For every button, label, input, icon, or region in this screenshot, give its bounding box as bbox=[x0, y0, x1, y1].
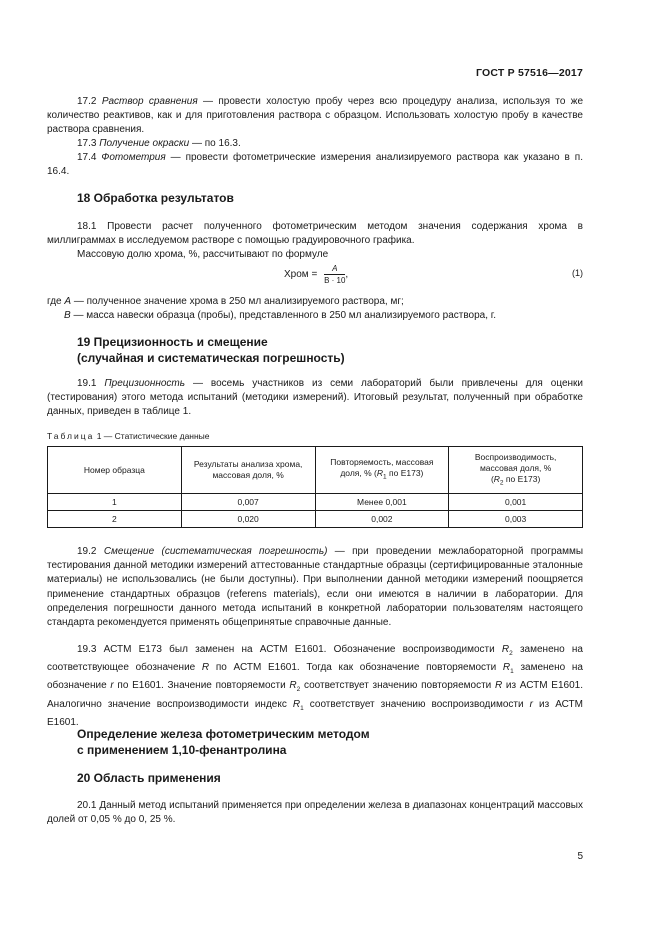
header-text: Номер образца bbox=[83, 464, 145, 475]
paragraph-19-3: 19.3 АСТМ Е173 был заменен на АСТМ Е1601. Обозначение воспроизводимости $R_2$ заменено на соответствующее обозначение R по АСТМ Е1601. Тогда как обозначение повторяемости $R_1$ заменено на обозначение r по Е1601. Значение повторяемости $R_2$ соответствует значению повторяемости R из АСТМ Е1601. Аналогично значение воспроизводимости индекс $R_1$ соответствует значению воспроизводимости r из АСТМ Е1601. bbox=[47, 644, 583, 728]
where-prefix: где bbox=[47, 296, 65, 307]
clause-term: Получение окраски bbox=[99, 138, 190, 149]
column-header-repeatability: Повторяемость, массовая доля, % ($R_1$ по E173) bbox=[315, 447, 449, 494]
column-header-reproducibility: Воспроизводимость, массовая доля, % ($R_2$ по E173) bbox=[449, 447, 583, 494]
paragraph-17-3 bbox=[47, 137, 583, 151]
formula-lhs: Хром = bbox=[284, 269, 318, 281]
table-1-caption bbox=[47, 431, 210, 441]
where-line-b bbox=[64, 309, 496, 323]
paragraph-17-4 bbox=[47, 151, 583, 179]
table-header-row bbox=[48, 447, 583, 494]
cell-reproducibility: 0,003 bbox=[449, 511, 583, 528]
paragraph-20-1: 20.1 Данный метод испытаний применяется при определении железа в диапазонах концентраций массовых долей от 0,05 % до 0, 25 %. bbox=[47, 800, 583, 826]
paragraph-18-1: 18.1 Провести расчет полученного фотометрическим методом значения содержания хрома в миллиграммах в исследуемом растворе с помощью градуировочного графика. bbox=[47, 221, 583, 247]
column-header-sample bbox=[48, 447, 182, 494]
formula-fraction bbox=[324, 264, 345, 285]
formula-denominator: B · 10 bbox=[324, 276, 346, 285]
caption-text: 1 — Статистические данные bbox=[94, 431, 210, 441]
cell-repeatability: Менее 0,001 bbox=[315, 494, 449, 511]
clause-number: 19.1 bbox=[77, 378, 97, 389]
clause-term: Фотометрия bbox=[101, 152, 166, 163]
variable-a-description: — полученное значение хрома в 250 мл анализируемого раствора, мг; bbox=[71, 296, 404, 307]
paragraph-19-2 bbox=[47, 545, 583, 630]
section-19-title-line2: (случайная и систематическая погрешность) bbox=[77, 351, 345, 365]
variable-b: B bbox=[64, 310, 71, 321]
formula-1 bbox=[284, 264, 348, 285]
clause-text: — восемь участников из семи лабораторий были привлечены для оценки (тестирования) этого метода испытаний (методики измерений). Итоговый результат, полученный при обработке данных, приведен в таблице 1. bbox=[47, 378, 583, 418]
paragraph-17-2 bbox=[47, 95, 583, 138]
clause-term: Раствор сравнения bbox=[101, 96, 198, 107]
iron-method-title-line1: Определение железа фотометрическим методом bbox=[77, 727, 370, 741]
statistics-table bbox=[47, 446, 583, 528]
cell-result: 0,007 bbox=[181, 494, 315, 511]
section-18-title: 18 Обработка результатов bbox=[77, 191, 234, 205]
clause-number: 17.3 bbox=[77, 138, 97, 149]
clause-text: — по 16.3. bbox=[189, 138, 241, 149]
section-20-title: 20 Область применения bbox=[77, 771, 221, 785]
formula-number: (1) bbox=[572, 268, 583, 278]
clause-number: 17.2 bbox=[77, 96, 97, 107]
section-19-title bbox=[77, 334, 345, 366]
clause-term: Смещение (систематическая погрешность) bbox=[103, 546, 328, 557]
cell-reproducibility: 0,001 bbox=[449, 494, 583, 511]
paragraph-mass-fraction: Массовую долю хрома, %, рассчитывают по формуле bbox=[77, 249, 329, 260]
iron-method-title bbox=[77, 726, 370, 758]
clause-term: Прецизионность bbox=[104, 378, 185, 389]
caption-prefix: Таблица bbox=[47, 431, 95, 441]
column-header-chromium-result: Результаты анализа хрома, массовая доля, % bbox=[181, 447, 315, 494]
variable-b-description: — масса навески образца (пробы), представленного в 250 мл анализируемого раствора, г. bbox=[70, 310, 496, 321]
clause-number: 19.2 bbox=[77, 546, 97, 557]
page-number: 5 bbox=[577, 851, 583, 862]
section-19-title-line1: 19 Прецизионность и смещение bbox=[77, 335, 268, 349]
cell-repeatability: 0,002 bbox=[315, 511, 449, 528]
cell-result: 0,020 bbox=[181, 511, 315, 528]
clause-text: — провести фотометрические измерения анализируемого раствора как указано в п. 16.4. bbox=[47, 152, 583, 178]
table-row bbox=[48, 511, 583, 528]
where-line-a bbox=[47, 295, 404, 309]
cell-sample: 1 bbox=[48, 494, 182, 511]
table-row bbox=[48, 494, 583, 511]
clause-number: 17.4 bbox=[77, 152, 97, 163]
paragraph-19-1 bbox=[47, 377, 583, 420]
variable-a: A bbox=[64, 296, 72, 307]
clause-text: — при проведении межлабораторной программы тестирования данной методики измерений аттестованные стандартные образцы (сертифицированные эталонные материалы) не использовались (не были доступны). При выполнении данной методики измерений поощряется применение стандартных образцов (referens materials), если они имеются в наличии в лаборатории. Для определения погрешности данного метода испытаний в конкретной лаборатории пользователям настоящего стандарта рекомендуется применять общепринятые справочные данные. bbox=[47, 546, 584, 629]
formula-tail: , bbox=[345, 269, 349, 281]
cell-sample: 2 bbox=[48, 511, 182, 528]
formula-numerator: A bbox=[324, 264, 345, 275]
clause-text: — провести холостую пробу через всю процедуру анализа, используя то же количество реактивов, как и для приготовления раствора с образцом. Использовать холостую пробу в качестве раствора сравнения. bbox=[47, 96, 584, 136]
iron-method-title-line2: с применением 1,10-фенантролина bbox=[77, 743, 287, 757]
document-code-header: ГОСТ Р 57516—2017 bbox=[475, 67, 583, 79]
